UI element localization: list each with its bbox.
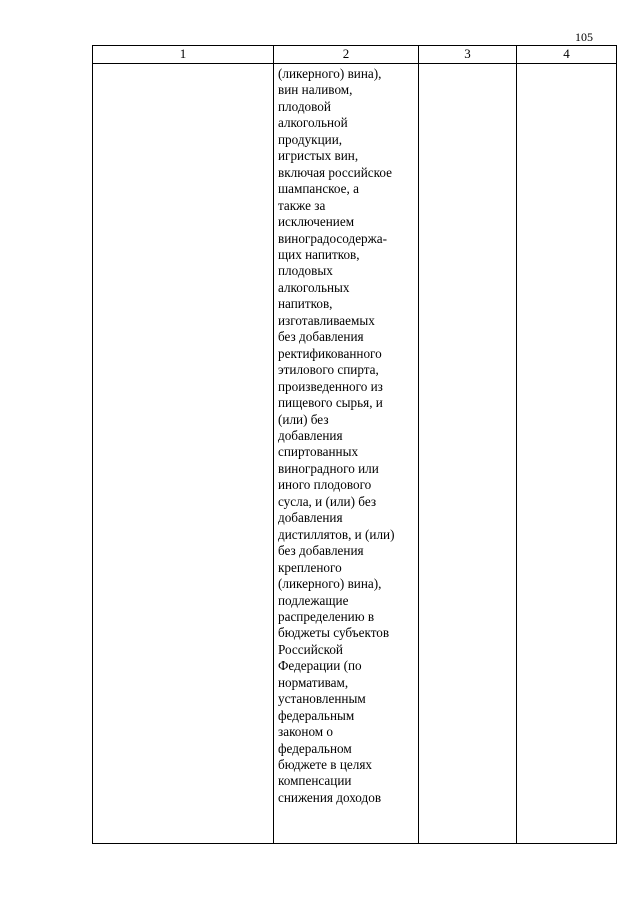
text-line: крепленого (278, 559, 342, 575)
cell-col-2 (274, 64, 419, 844)
text-line: алкогольной (278, 115, 348, 131)
text-line: алкогольных (278, 279, 350, 295)
text-line: ректификованного (278, 345, 382, 361)
text-line: федеральным (278, 707, 355, 723)
text-line: без добавления (278, 329, 364, 345)
text-line: виноградосодержа- (278, 230, 388, 246)
text-line: бюджеты субъектов (278, 625, 390, 641)
table-row (93, 64, 617, 844)
text-line: изготавливаемых (278, 312, 375, 328)
cell-col-3 (419, 64, 517, 844)
text-line: нормативам, (278, 674, 349, 690)
text-line: произведенного из (278, 378, 383, 394)
text-line: компенсации (278, 773, 352, 789)
text-line: (ликерного) вина), (278, 576, 382, 592)
text-line: плодовой (278, 98, 331, 114)
text-line: (ликерного) вина), (278, 66, 382, 81)
text-line: добавления (278, 427, 343, 443)
text-line: снижения доходов (278, 789, 382, 805)
text-line: сусла, и (или) без (278, 493, 377, 509)
text-line: вин наливом, (278, 82, 353, 98)
text-line: Российской (278, 641, 343, 657)
text-line: бюджете в целях (278, 757, 372, 773)
text-line: продукции, (278, 131, 343, 147)
text-line: виноградного или (278, 460, 379, 476)
text-line: дистиллятов, и (или) (278, 526, 395, 542)
page-number: 105 (575, 30, 593, 44)
text-line: щих напитков, (278, 246, 360, 262)
column-header-2: 2 (274, 46, 419, 64)
text-line: включая российское (278, 164, 392, 180)
text-line: игристых вин, (278, 148, 359, 164)
text-line: исключением (278, 214, 355, 230)
text-line: плодовых (278, 263, 333, 279)
text-line: законом о (278, 724, 334, 740)
text-line: федеральном (278, 740, 352, 756)
text-line: шампанское, а (278, 181, 359, 197)
table-header-row (93, 46, 617, 64)
text-line: подлежащие (278, 592, 349, 608)
text-line: распределению в (278, 608, 375, 624)
text-line: (или) без (278, 411, 329, 427)
text-line: добавления (278, 510, 343, 526)
document-table (92, 45, 617, 844)
text-line: установленным (278, 691, 366, 707)
text-line: напитков, (278, 296, 333, 312)
text-line: спиртованных (278, 444, 359, 460)
cell-col-2-text (274, 64, 418, 806)
text-line: также за (278, 197, 326, 213)
cell-col-4 (517, 64, 617, 844)
text-line: этилового спирта, (278, 362, 379, 378)
cell-col-1 (93, 64, 274, 844)
column-header-1: 1 (93, 46, 274, 64)
column-header-3: 3 (419, 46, 517, 64)
text-line: Федерации (по (278, 658, 362, 674)
column-header-4: 4 (517, 46, 617, 64)
text-line: пищевого сырья, и (278, 395, 383, 411)
text-line: иного плодового (278, 477, 372, 493)
text-line: без добавления (278, 543, 364, 559)
